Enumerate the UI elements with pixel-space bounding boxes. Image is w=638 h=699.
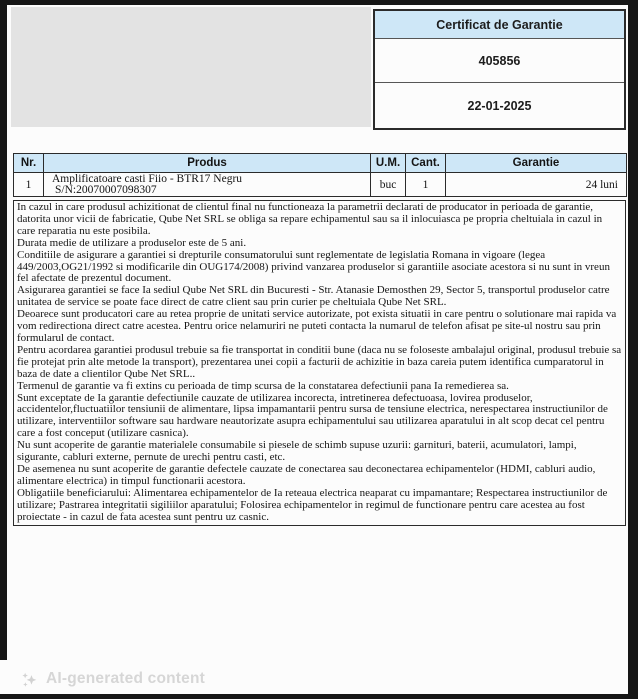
table-row xyxy=(14,173,627,197)
product-table-header-row xyxy=(14,154,627,173)
certificate-title: Certificat de Garantie xyxy=(374,10,625,39)
terms-paragraph: Conditiile de asigurare a garantiei si drepturile consumatorului sunt reglementate de legislatia Romana in vigoare (legea 449/2003,OG21/1992 si modificarile din OUG174/2008) privind vanzarea produselor si garantiile asociate acestora si nu sunt in vreun fel afectate de prezentul document. xyxy=(17,248,610,285)
ai-watermark-label: AI-generated content xyxy=(46,670,206,687)
column-header-garantie: Garantie xyxy=(446,154,627,173)
product-serial: S/N:20070007098307 xyxy=(55,183,157,196)
terms-paragraph: Deoarece sunt producatori care au retea proprie de unitati service autorizate, pot exista situatii in care pentru o solutionare mai rapida va vom redirectiona direct catre acestea. Pentru orice nelamuriri ne puteti contacta la numarul de telefon afisat pe site-ul nostru sau prin formularul de contact. xyxy=(17,308,617,344)
terms-paragraph: De asemenea nu sunt acoperite de garantie defectele cauzate de conectarea sau deconectarea echipamentelor (HDMI, cabluri audio, alimentare electrica) in timpul functionarii acestora. xyxy=(17,462,596,487)
viewer-frame-right xyxy=(628,0,638,699)
certificate-info-table xyxy=(373,9,626,130)
sparkle-icon xyxy=(20,670,39,689)
ai-watermark xyxy=(20,666,205,692)
certificate-date: 22-01-2025 xyxy=(374,83,625,130)
column-header-nr: Nr. xyxy=(14,154,44,173)
column-header-um: U.M. xyxy=(371,154,406,173)
product-qty-cell: 1 xyxy=(406,173,446,197)
terms-paragraph: Nu sunt acoperite de garantie materialele consumabile si piesele de schimb supuse uzurii: garnituri, baterii, acumulatori, lampi, sigurante, cabluri externe, pernute de urechi pentru casti, etc. xyxy=(17,439,577,464)
viewer-frame-bottom xyxy=(0,694,638,699)
column-header-cant: Cant. xyxy=(406,154,446,173)
terms-paragraph: Durata medie de utilizare a produselor este de 5 ani. xyxy=(17,236,247,249)
warranty-terms-box xyxy=(13,200,626,526)
terms-paragraph: Termenul de garantie va fi extins cu perioada de timp scursa de la constatarea defectiunii pana Ia remedierea sa. xyxy=(17,379,509,392)
product-table xyxy=(13,153,627,197)
product-name: Amplificatoare casti Fiio - BTR17 Negru xyxy=(52,172,243,185)
product-um-cell: buc xyxy=(371,173,406,197)
viewer-frame-top xyxy=(0,0,638,5)
certificate-number: 405856 xyxy=(374,39,625,83)
product-name-cell xyxy=(44,173,371,197)
viewer-frame-left xyxy=(0,0,7,660)
product-nr-cell: 1 xyxy=(14,173,44,197)
terms-paragraph: Pentru acordarea garantiei produsul trebuie sa fie transportat in conditii bune (daca nu se foloseste ambalajul original, produsul trebuie sa fie protejat prin alte metode la transport), prezentarea unei copii a facturii de achizitie in baza careia putem identifica cumparatorul in baza de date a clientilor Qube Net SRL.. xyxy=(17,343,622,380)
terms-paragraph: In cazul in care produsul achizitionat de clientul final nu functioneaza la parametrii declarati de producator in perioada de garantie, datorita unor vicii de fabricatie, Qube Net SRL se obliga sa repare echipamentul sau sa il inlocuiasca pe propria cheltuiala in cazul in care reparatia nu este posibila. xyxy=(17,201,603,237)
terms-paragraph: Obligatiile beneficiarului: Alimentarea echipamentelor de Ia reteaua electrica neaparat cu impamantare; Respectarea instructiunilor de utilizare; Pastrarea integritatii sigiliilor aparatului; Folosirea echipamentelor in regimul de functionare pentru care acestea au fost proiectate - in cazul de fata acestea sunt pentru uz casnic. xyxy=(17,486,608,523)
column-header-produs: Produs xyxy=(44,154,371,173)
logo-placeholder xyxy=(11,7,371,127)
terms-paragraph: Asigurarea garantiei se face Ia sediul Qube Net SRL din Bucuresti - Str. Atanasie Demosthen 29, Sector 5, transportul produselor catre unitatea de service se poate face direct de catre client sau prin curier pe cheltuiala Qube Net SRL. xyxy=(17,284,610,309)
terms-paragraph: Sunt exceptate de Ia garantie defectiunile cauzate de utilizarea incorecta, intretinerea defectuoasa, lovirea produselor, accidentelor,fluctuatiilor tensiunii de alimentare, lipsa impamantarii pentru sursa de tensiune electrica, nerespectarea instructiunilor de utilizare, interventiilor software sau hardware neautorizate asupra echipamentului sau utilizarea aparatului in alt scop decat cel pentru care a fost conceput (utilizare casnica). xyxy=(17,391,608,440)
product-warranty-cell: 24 luni xyxy=(446,173,627,197)
